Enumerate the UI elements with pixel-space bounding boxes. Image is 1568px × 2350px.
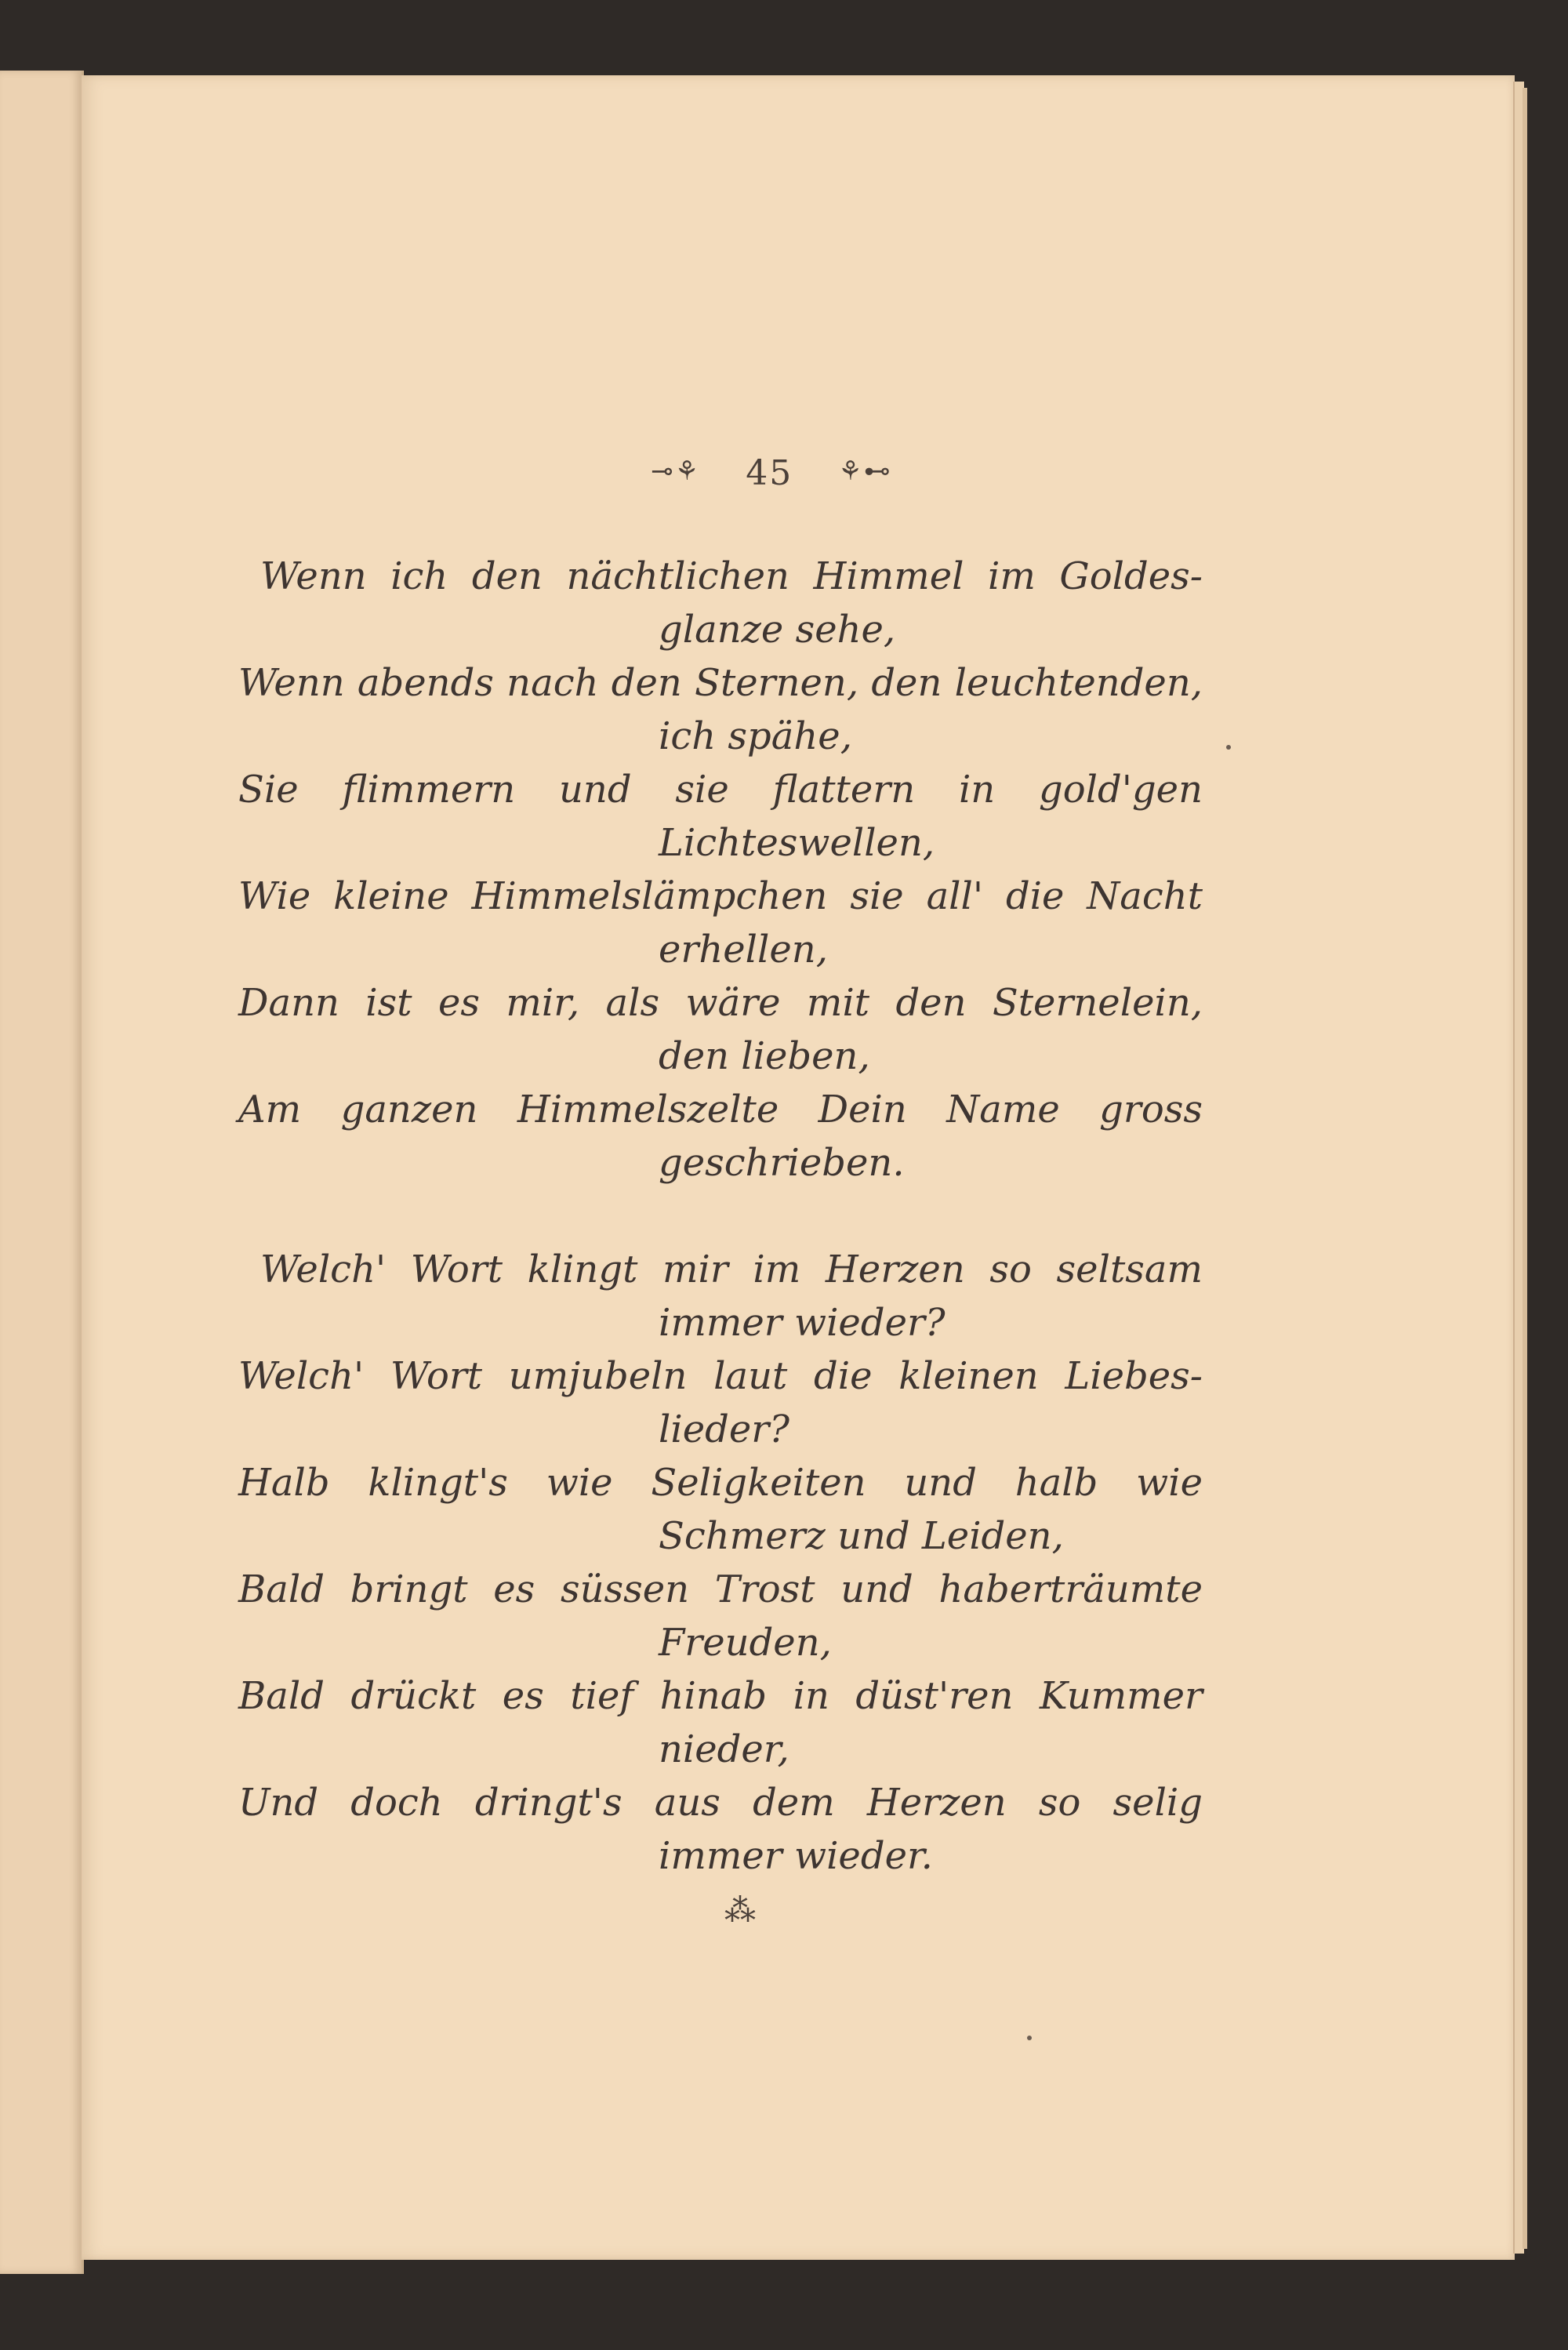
poem-line-continuation: lieder? xyxy=(659,1407,789,1451)
poem-line-continuation: erhellen, xyxy=(659,928,828,972)
book-page xyxy=(82,75,1515,2260)
poem xyxy=(238,550,1203,1883)
page-number: 45 xyxy=(746,453,793,493)
poem-line-continuation: nieder, xyxy=(659,1727,789,1771)
poem-line: Welch' Wort klingt mir im Herzen so seltsam xyxy=(260,1248,1203,1291)
stanza xyxy=(238,550,1203,1190)
paper-speck xyxy=(1027,2036,1032,2040)
poem-line-continuation: glanze sehe, xyxy=(659,608,896,652)
stanza xyxy=(238,1243,1203,1883)
header-ornament-right: ⚘⊷ xyxy=(838,456,892,487)
poem-line-continuation: geschrieben. xyxy=(659,1141,905,1185)
page-header xyxy=(82,453,1461,493)
poem-line-continuation: Schmerz und Leiden, xyxy=(659,1514,1064,1558)
previous-page-edge xyxy=(0,71,84,2274)
page-stack-edge xyxy=(1523,88,1527,2249)
poem-line: Halb klingt's wie Seligkeiten und halb wie xyxy=(238,1461,1203,1505)
poem-line: Sie flimmern und sie flattern in gold'gen xyxy=(238,768,1203,812)
poem-line: Am ganzen Himmelszelte Dein Name gross xyxy=(238,1088,1203,1131)
poem-line-continuation: immer wieder? xyxy=(659,1301,946,1345)
poem-line-continuation: immer wieder. xyxy=(659,1834,933,1878)
poem-line-continuation: Lichteswellen, xyxy=(659,821,935,865)
poem-line: Wie kleine Himmelslämpchen sie all' die Nacht xyxy=(238,874,1203,918)
poem-line: Bald drückt es tief hinab in düst'ren Kummer xyxy=(238,1674,1203,1718)
paper-speck xyxy=(1226,745,1231,750)
poem-line: Wenn ich den nächtlichen Himmel im Goldes- xyxy=(260,554,1203,598)
end-ornament: ⁂ xyxy=(724,1893,756,1929)
poem-line: Dann ist es mir, als wäre mit den Sternelein, xyxy=(238,981,1203,1025)
poem-line: Bald bringt es süssen Trost und haberträumte xyxy=(238,1567,1203,1611)
poem-line: Wenn abends nach den Sternen, den leuchtenden, xyxy=(238,661,1203,705)
poem-line-continuation: Freuden, xyxy=(659,1621,832,1665)
poem-line: Welch' Wort umjubeln laut die kleinen Liebes- xyxy=(238,1354,1203,1398)
header-ornament-left: ⊸⚘ xyxy=(651,456,701,487)
poem-line-continuation: ich spähe, xyxy=(659,714,852,758)
poem-line-continuation: den lieben, xyxy=(659,1034,870,1078)
poem-line: Und doch dringt's aus dem Herzen so selig xyxy=(238,1781,1203,1825)
